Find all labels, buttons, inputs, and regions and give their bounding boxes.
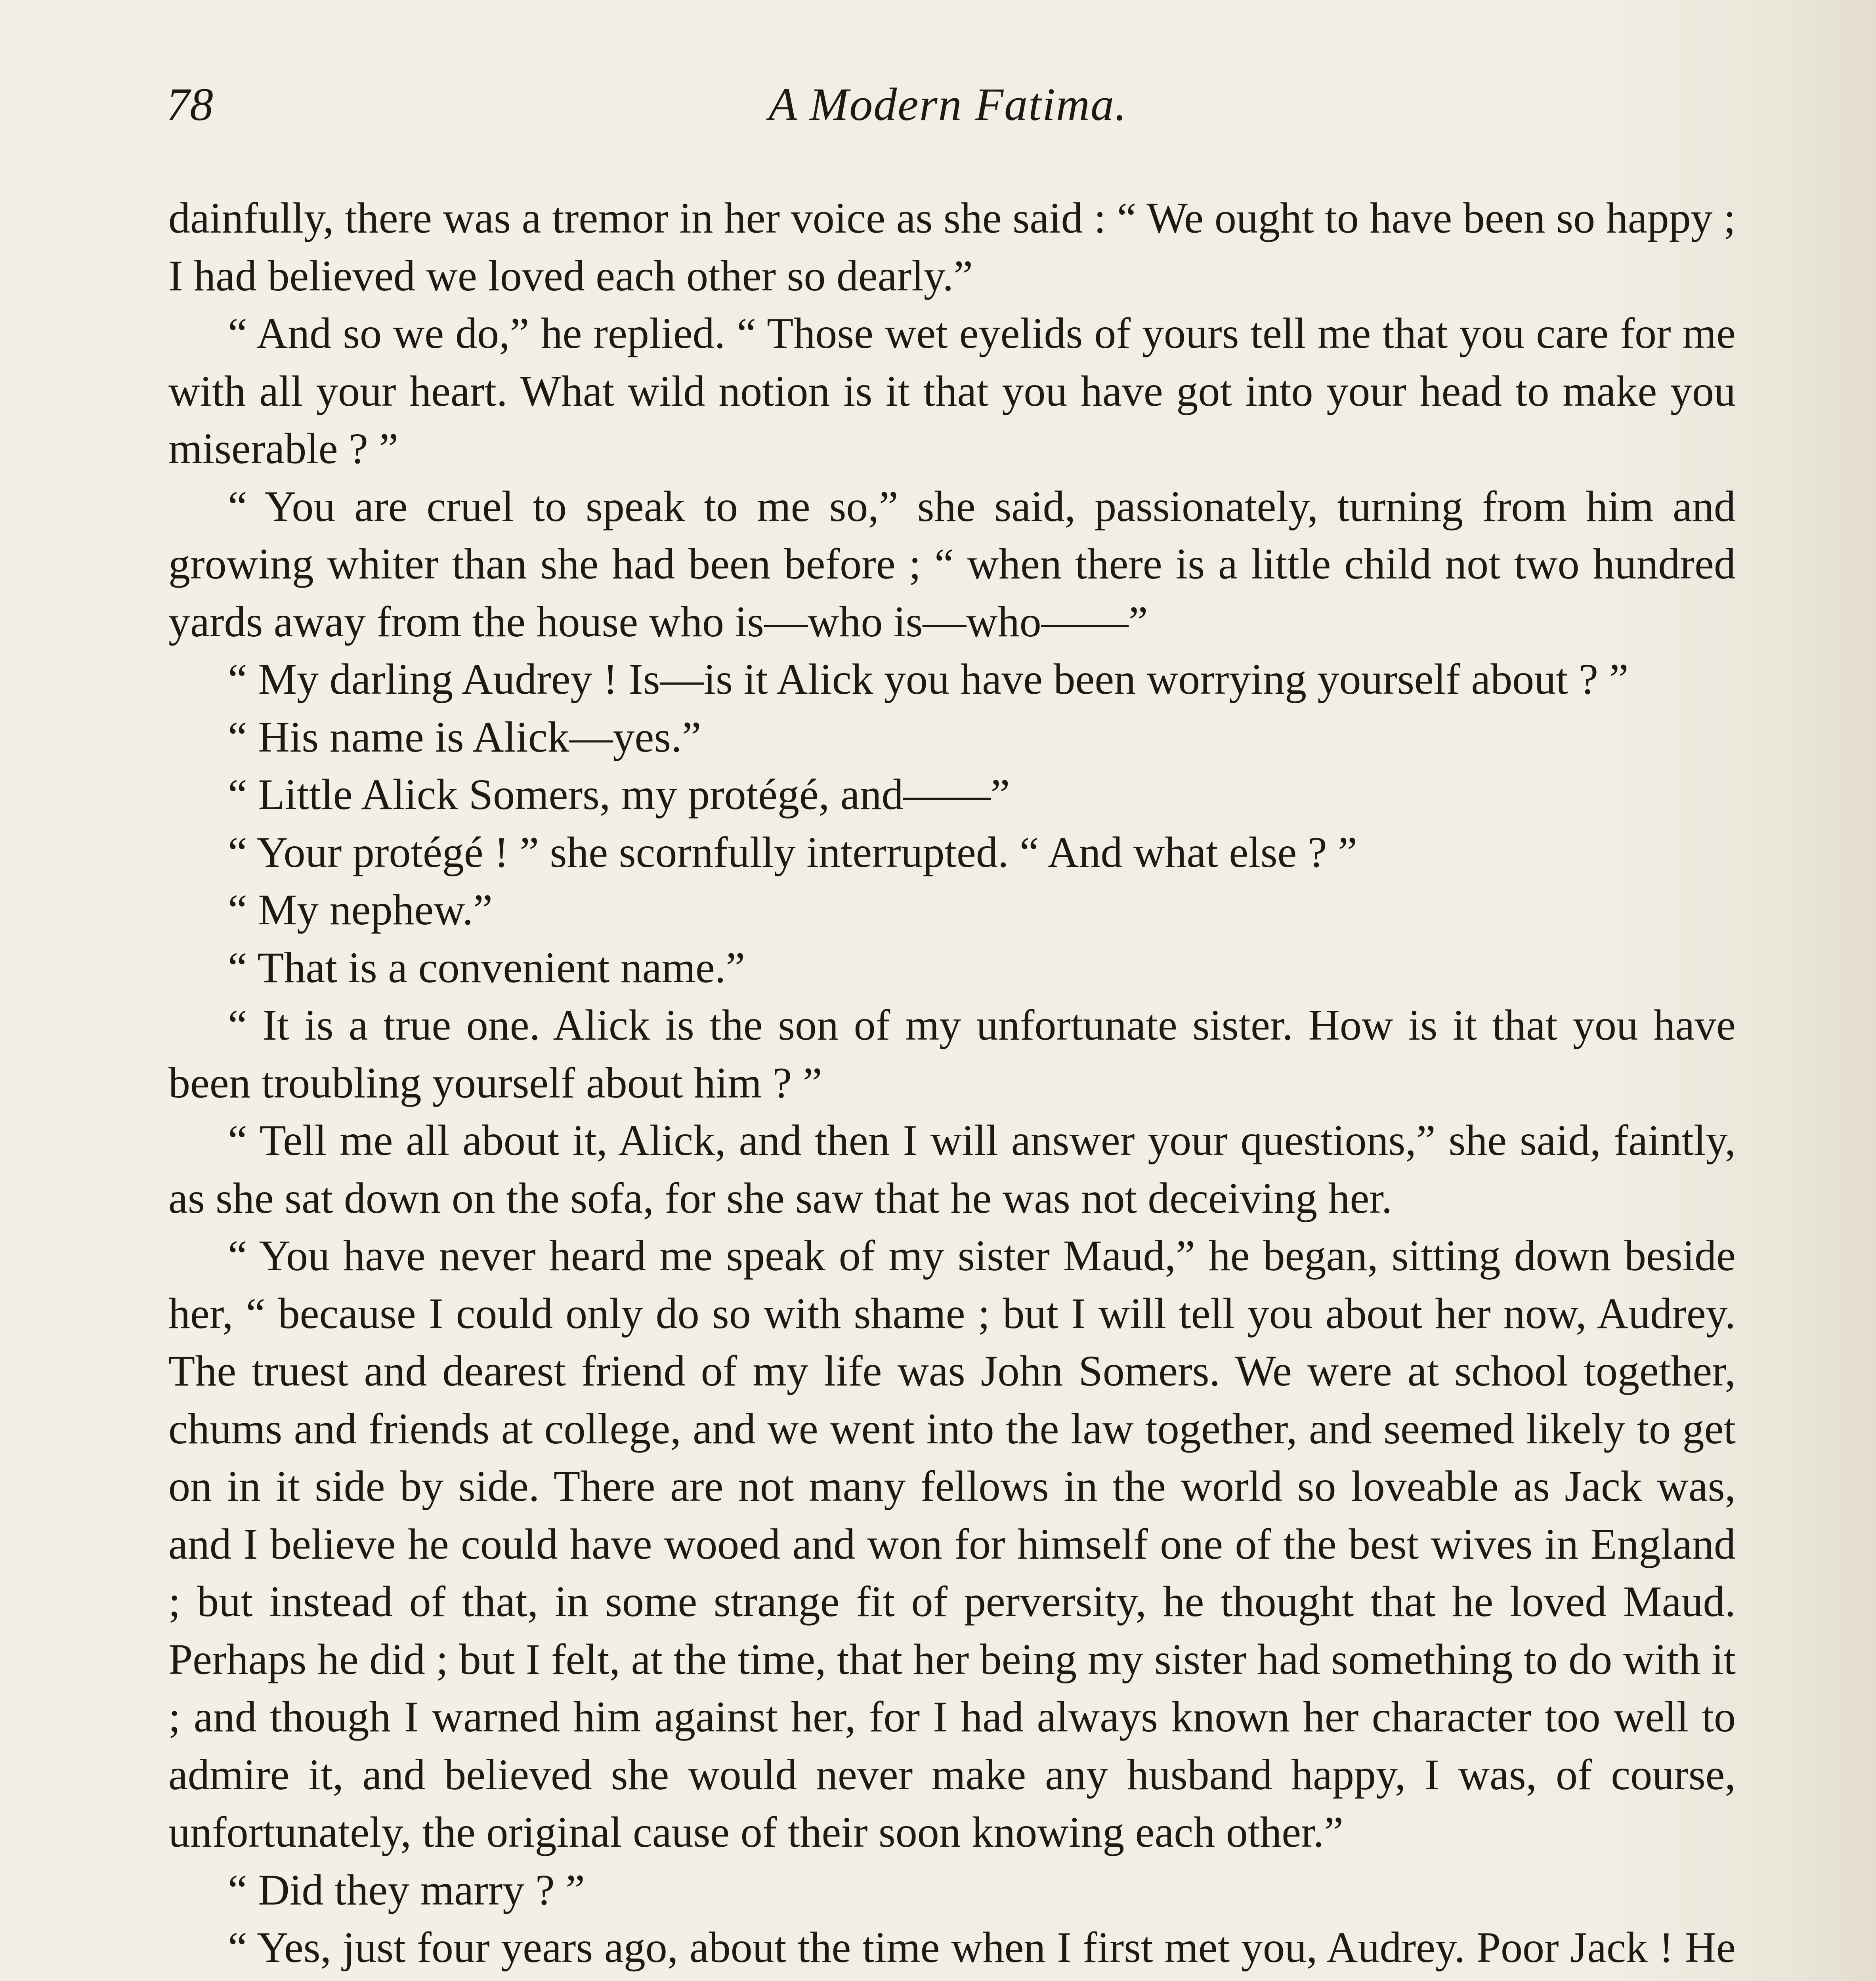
paragraph: “ Little Alick Somers, my protégé, and——” [228,770,1010,819]
paragraph: “ You have never heard me speak of my sister Maud,” he began, sitting down beside her, “ because I could only do so with shame ; but I will tell you about her now, Audrey. The truest and dearest friend of my life was John Somers. We were at school together, chums and friends at college, and we went into the law together, and seemed likely to get on in it side by side. There are not many fellows in the world so loveable as Jack was, and I believe he could have wooed and won for himself one of the best wives in England ; but instead of that, in some strange fit of perversity, he thought that he loved Maud. Perhaps he did ; but I felt, at the time, that her being my sister had something to do with it ; and though I warned him against her, for I had always known her character too well to admire it, and believed she would never make any husband happy, I was, of course, unfortunately, the original cause of their soon knowing each other.” [168,1231,1736,1856]
running-title: A Modern Fatima. [768,78,1127,130]
paragraph: “ Did they marry ? ” [228,1865,585,1914]
paragraph: “ Your protégé ! ” she scornfully interrupted. “ And what else ? ” [228,828,1358,876]
page-header [166,78,1729,149]
text-body [168,189,1736,1981]
paragraph: “ It is a true one. Alick is the son of my unfortunate sister. How is it that you have been troubling yourself about him ? ” [168,1001,1736,1107]
paragraph: “ You are cruel to speak to me so,” she said, passionately, turning from him and growing whiter than she had been before ; “ when there is a little child not two hundred yards away from the house who is—who is—who——” [168,482,1736,646]
paragraph: “ My darling Audrey ! Is—is it Alick you have been worrying yourself about ? ” [228,655,1629,703]
paragraph: “ And so we do,” he replied. “ Those wet eyelids of yours tell me that you care for me with all your heart. What wild notion is it that you have got into your head to make you miserable ? ” [168,309,1736,473]
page-number: 78 [166,78,213,130]
paragraph: “ My nephew.” [228,886,493,934]
paragraph: “ His name is Alick—yes.” [228,712,701,761]
paragraph: “ That is a convenient name.” [228,943,745,992]
paragraph-continued: dainfully, there was a tremor in her voice as she said : “ We ought to have been so happy ; I had believed we loved each other so dearly.” [168,194,1736,300]
paragraph: “ Yes, just four years ago, about the time when I first met you, Audrey. Poor Jack ! He [228,1923,1736,1971]
paragraph: “ Tell me all about it, Alick, and then I will answer your questions,” she said, faintly, as she sat down on the sofa, for she saw that he was not deceiving her. [168,1116,1736,1222]
